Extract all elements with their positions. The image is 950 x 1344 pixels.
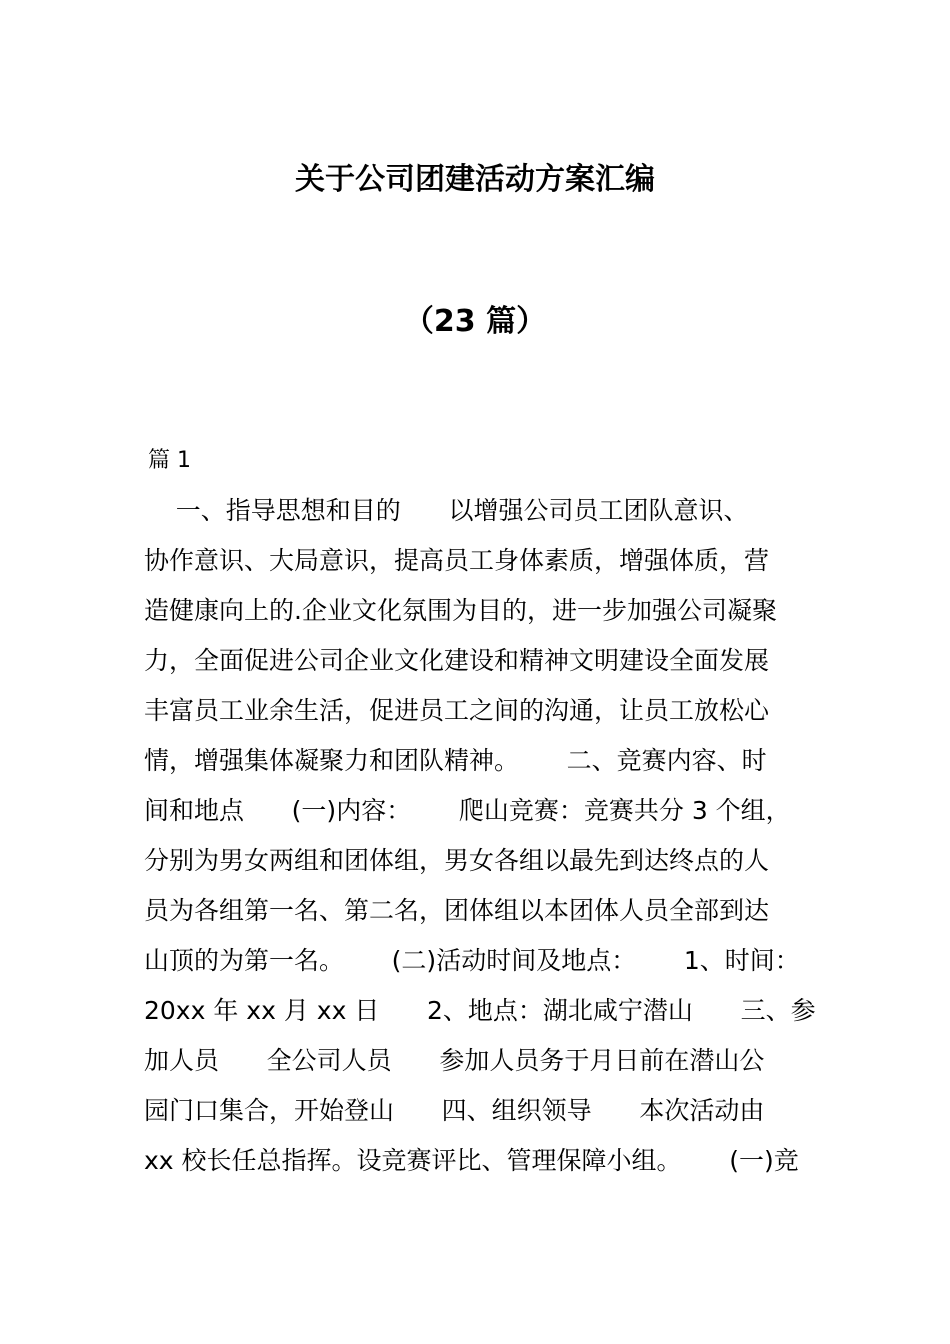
body-line: 造健康向上的.企业文化氛围为目的，进一步加强公司凝聚 bbox=[144, 596, 777, 625]
body-line: 力，全面促进公司企业文化建设和精神文明建设全面发展 bbox=[144, 646, 770, 675]
body-line: 加人员 全公司人员 参加人员务于月日前在潜山公 bbox=[144, 1046, 765, 1075]
body-line: 间和地点 (一)内容： 爬山竞赛：竞赛共分 3 个组， bbox=[144, 796, 791, 825]
body-line: 分别为男女两组和团体组，男女各组以最先到达终点的人 bbox=[144, 846, 770, 875]
body-line: 丰富员工业余生活，促进员工之间的沟通，让员工放松心 bbox=[144, 696, 770, 725]
body-line: 协作意识、大局意识，提高员工身体素质，增强体质，营 bbox=[144, 546, 770, 575]
body-line: 园门口集合，开始登山 四、组织领导 本次活动由 bbox=[144, 1096, 765, 1125]
document-subtitle: （23 篇） bbox=[403, 304, 547, 339]
body-line: 一、指导思想和目的 以增强公司员工团队意识、 bbox=[144, 496, 749, 525]
body-line: 山顶的为第一名。 (二)活动时间及地点： 1、时间： bbox=[144, 946, 800, 975]
body-text bbox=[144, 486, 834, 1186]
document-title: 关于公司团建活动方案汇编 bbox=[295, 162, 655, 197]
section-label: 篇 1 bbox=[148, 448, 191, 473]
body-line: 20xx 年 xx 月 xx 日 2、地点：湖北咸宁潜山 三、参 bbox=[144, 996, 816, 1025]
body-line: 情，增强集体凝聚力和团队精神。 二、竞赛内容、时 bbox=[144, 746, 767, 775]
body-line: 员为各组第一名、第二名，团体组以本团体人员全部到达 bbox=[144, 896, 770, 925]
body-line: xx 校长任总指挥。设竞赛评比、管理保障小组。 (一)竞 bbox=[144, 1146, 799, 1175]
